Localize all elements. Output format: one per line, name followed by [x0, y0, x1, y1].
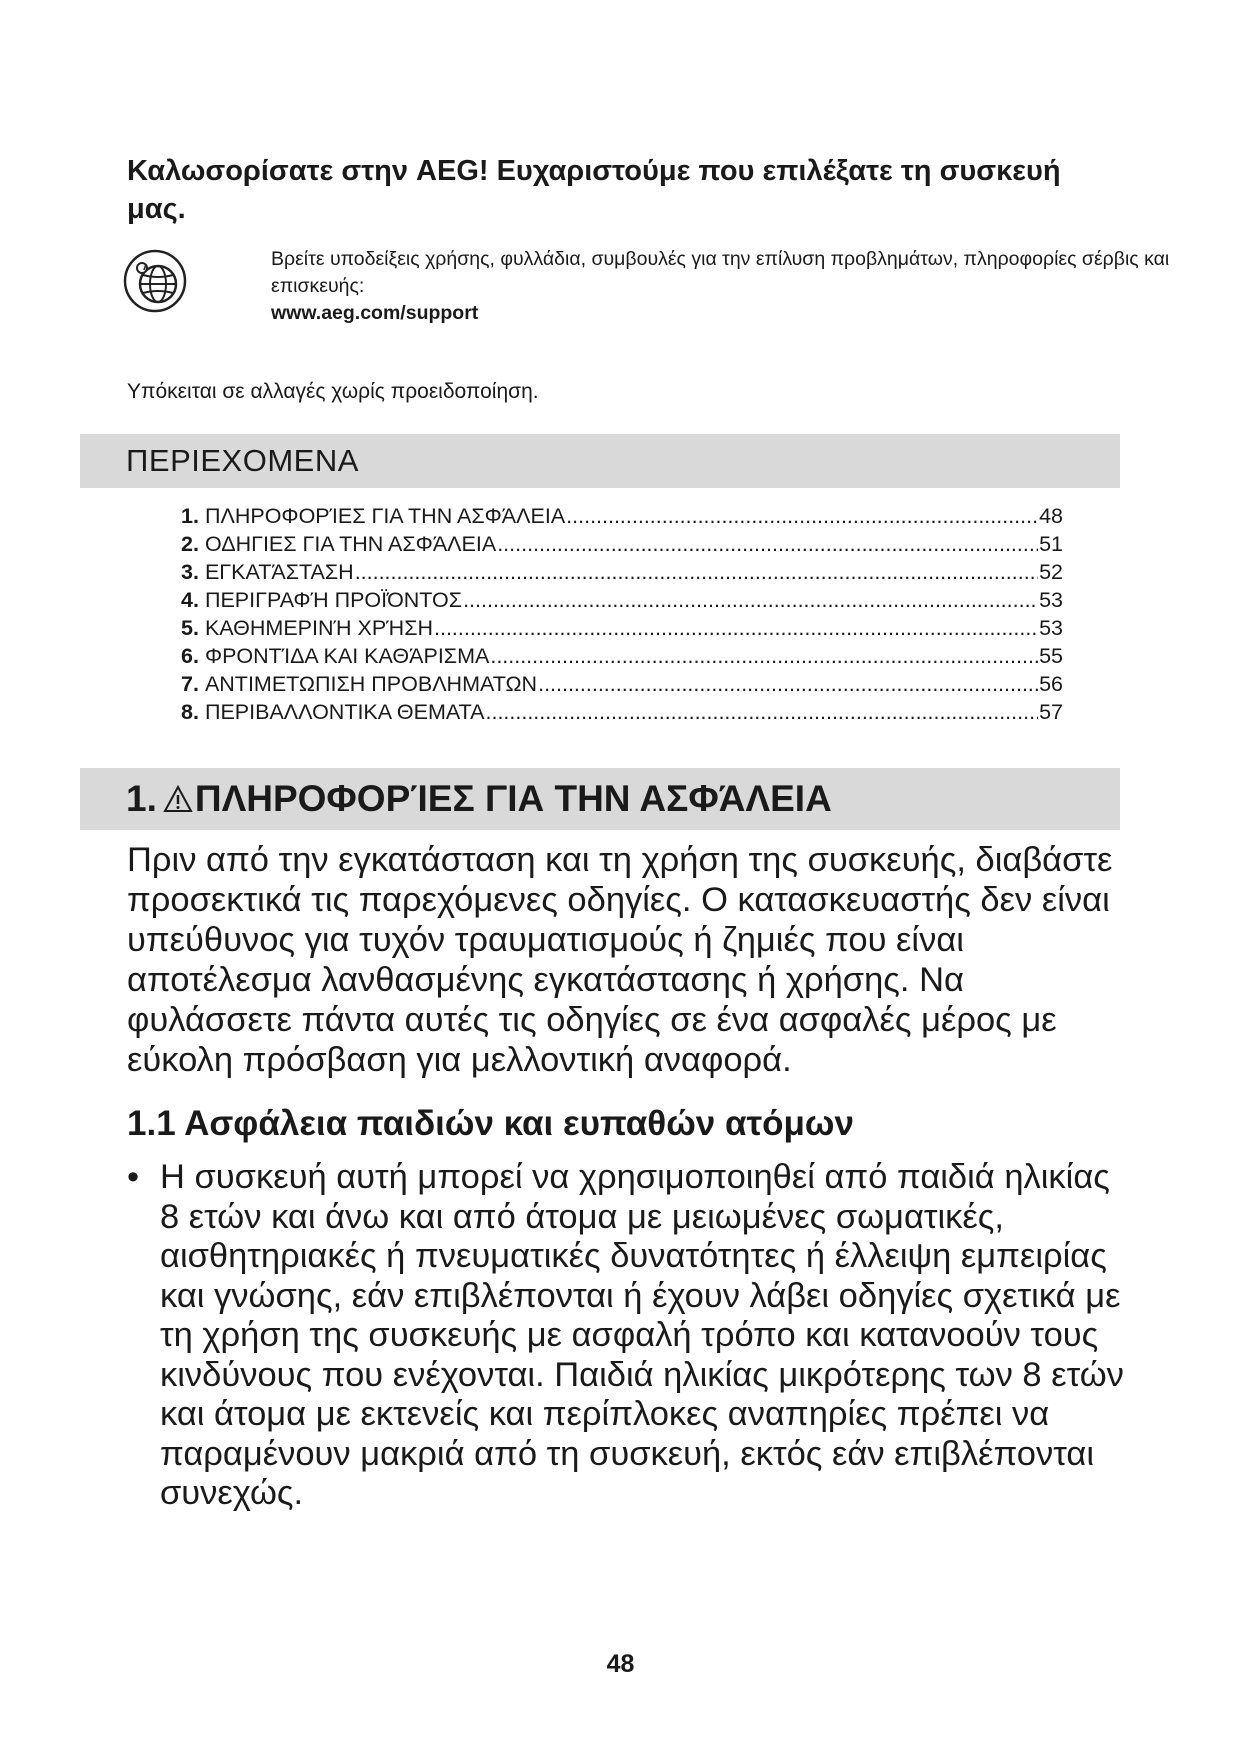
toc-leader-dots — [486, 698, 1039, 726]
toc-item-page: 57 — [1039, 700, 1063, 724]
section-header-band — [80, 768, 1120, 830]
toc-item-page: 52 — [1039, 560, 1063, 584]
warning-icon — [163, 785, 193, 813]
toc-item-page: 53 — [1039, 616, 1063, 640]
toc-leader-dots — [434, 614, 1038, 642]
toc-item-number: 7. — [181, 672, 199, 696]
toc-item[interactable] — [181, 502, 1063, 530]
toc-item-page: 51 — [1039, 532, 1063, 556]
toc-item[interactable] — [181, 642, 1063, 670]
toc-item-number: 5. — [181, 616, 199, 640]
support-info — [271, 246, 1171, 327]
toc-leader-dots — [463, 586, 1038, 614]
globe-icon — [122, 248, 188, 314]
toc-leader-dots — [490, 642, 1038, 670]
toc-item-label: ΦΡΟΝΤΊΔΑ ΚΑΙ ΚΑΘΆΡΙΣΜΑ — [204, 644, 490, 668]
subsection-title: 1.1 Ασφάλεια παιδιών και ευπαθών ατόμων — [127, 1104, 854, 1143]
toc-item-page: 48 — [1039, 504, 1063, 528]
toc-item-page: 56 — [1039, 672, 1063, 696]
toc-item-number: 2. — [181, 532, 199, 556]
toc-leader-dots — [566, 502, 1038, 530]
support-text: Βρείτε υποδείξεις χρήσης, φυλλάδια, συμβουλές για την επίλυση προβλημάτων, πληροφορίες σέρβις και επισκευής: — [271, 248, 1170, 297]
bullet-item — [127, 1158, 1127, 1514]
section-intro: Πριν από την εγκατάσταση και τη χρήση της συσκευής, διαβάστε προσεκτικά τις παρεχόμενες οδηγίες. Ο κατασκευαστής δεν είναι υπεύθυνος για τυχόν τραυματισμούς ή ζημιές που είναι αποτέλεσμα λανθασμένης εγκατάστασης ή χρήσης. Να φυλάσσετε πάντα αυτές τις οδηγίες σε ένα ασφαλές μέρος με εύκολη πρόσβαση για μελλοντική αναφορά. — [127, 841, 1113, 1079]
toc-leader-dots — [497, 530, 1038, 558]
section-number: 1. — [126, 778, 157, 819]
toc-item-label: ΠΛΗΡΟΦΟΡΊΕΣ ΓΙΑ ΤΗΝ ΑΣΦΆΛΕΙΑ — [204, 504, 566, 528]
toc-item-number: 6. — [181, 644, 199, 668]
toc-item-label: ΠΕΡΙΒΑΛΛΟΝΤΙΚΑ ΘΕΜΑΤΑ — [204, 700, 485, 724]
toc-item[interactable] — [181, 530, 1063, 558]
toc-item-page: 55 — [1039, 644, 1063, 668]
toc-item[interactable] — [181, 614, 1063, 642]
welcome-heading: Καλωσορίσατε στην AEG! Ευχαριστούμε που επιλέξατε τη συσκευή μας. — [127, 155, 1061, 225]
toc-item[interactable] — [181, 670, 1063, 698]
toc-item-label: ΚΑΘΗΜΕΡΙΝΉ ΧΡΉΣΗ — [204, 616, 434, 640]
toc-item-label: ΑΝΤΙΜΕΤΩΠΙΣΗ ΠΡΟΒΛΗΜΑΤΩΝ — [204, 672, 538, 696]
support-url-link[interactable]: www.aeg.com/support — [271, 302, 479, 324]
toc-item[interactable] — [181, 698, 1063, 726]
toc-item-number: 4. — [181, 588, 199, 612]
toc-item-label: ΕΓΚΑΤΆΣΤΑΣΗ — [204, 560, 354, 584]
toc-title: ΠΕΡΙΕΧΟΜΕΝΑ — [126, 443, 359, 478]
section-title — [126, 776, 832, 822]
toc-item-number: 1. — [181, 504, 199, 528]
toc-item-number: 3. — [181, 560, 199, 584]
table-of-contents — [181, 502, 1063, 726]
toc-item[interactable] — [181, 558, 1063, 586]
page-number: 48 — [606, 1650, 635, 1678]
bullet-text: Η συσκευή αυτή μπορεί να χρησιμοποιηθεί από παιδιά ηλικίας 8 ετών και άνω και από άτομα με μειωμένες σωματικές, αισθητηριακές ή πνευματικές δυνατότητες ή έλλειψη εμπειρίας και γνώσης, εάν επιβλέπονται ή έχουν λάβει οδηγίες σχετικά με τη χρήση της συσκευής με ασφαλή τρόπο και κατανοούν τους κινδύνους που ενέχονται. Παιδιά ηλικίας μικρότερης των 8 ετών και άτομα με εκτενείς και περίπλοκες αναπηρίες πρέπει να παραμένουν μακριά από τη συσκευή, εκτός εάν επιβλέπονται συνεχώς. — [160, 1158, 1124, 1512]
toc-item-label: ΟΔΗΓΙΕΣ ΓΙΑ ΤΗΝ ΑΣΦΆΛΕΙΑ — [204, 532, 497, 556]
toc-item-page: 53 — [1039, 588, 1063, 612]
bullet-mark: • — [127, 1158, 140, 1196]
toc-leader-dots — [538, 670, 1038, 698]
change-notice: Υπόκειται σε αλλαγές χωρίς προειδοποίηση. — [127, 380, 539, 403]
toc-leader-dots — [355, 558, 1038, 586]
toc-item-number: 8. — [181, 700, 199, 724]
toc-header-band — [80, 434, 1120, 488]
toc-item-label: ΠΕΡΙΓΡΑΦΉ ΠΡΟΪΌΝΤΟΣ — [204, 588, 463, 612]
toc-item[interactable] — [181, 586, 1063, 614]
section-title-text: ΠΛΗΡΟΦΟΡΊΕΣ ΓΙΑ ΤΗΝ ΑΣΦΆΛΕΙΑ — [194, 778, 832, 819]
